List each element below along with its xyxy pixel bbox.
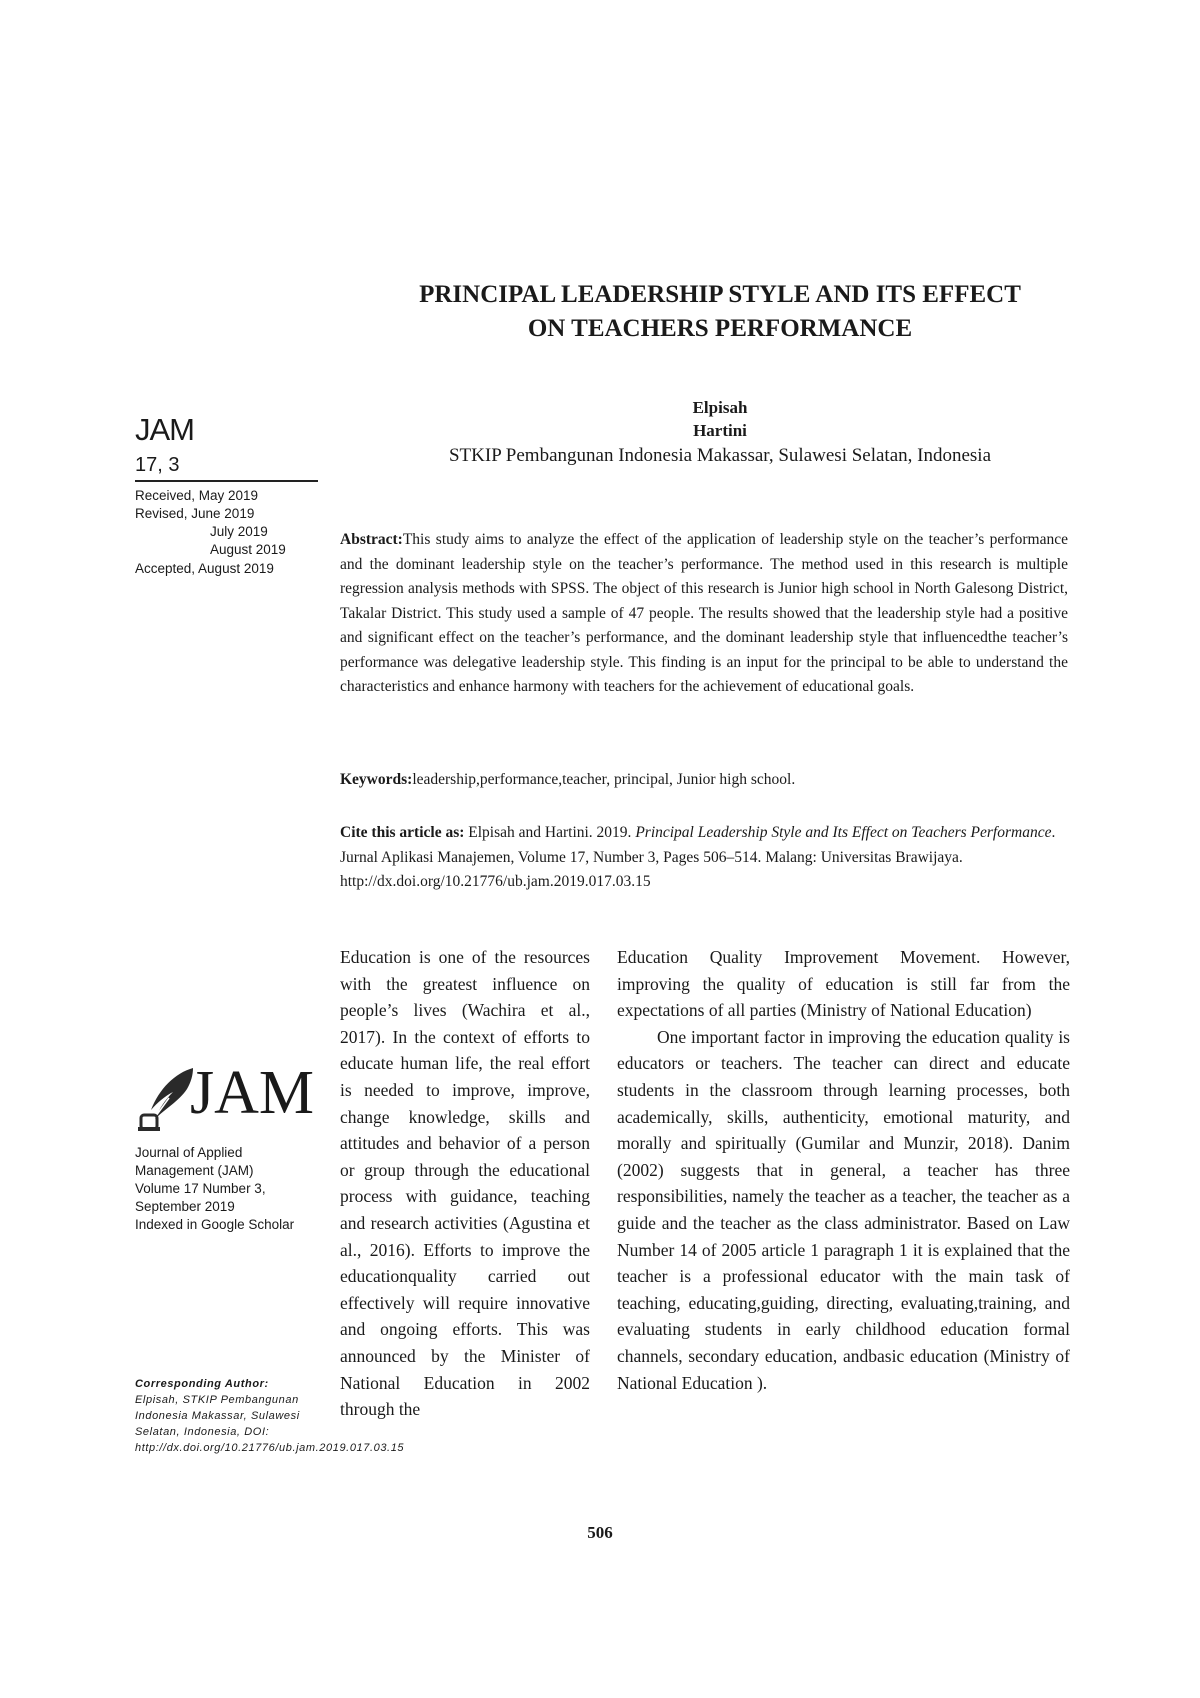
journal-logo-text: JAM (190, 1059, 315, 1127)
sidebar-divider (135, 480, 318, 482)
title-line-2: ON TEACHERS PERFORMANCE (527, 315, 913, 342)
journal-info-line-5: Indexed in Google Scholar (135, 1217, 295, 1232)
cite-authors: Elpisah and Hartini. 2019. (464, 824, 636, 841)
author-1: Elpisah (692, 398, 748, 417)
author-2: Hartini (693, 421, 747, 440)
keywords-text: leadership,performance,teacher, principal, Junior high school. (412, 771, 796, 788)
cite-title: Principal Leadership Style and Its Effect on Teachers Performance (635, 824, 1052, 841)
revised-date-2: July 2019 (210, 524, 268, 539)
issue-number: 17, 3 (135, 454, 180, 476)
revised-date: Revised, June 2019 (135, 506, 255, 521)
journal-info (135, 1144, 325, 1234)
journal-info-line-1: Journal of Applied (135, 1145, 243, 1160)
author-list (300, 396, 1140, 442)
title-line-1: PRINCIPAL LEADERSHIP STYLE AND ITS EFFECT (419, 281, 1021, 308)
body-paragraph-2: One important factor in improving the education quality is educators or teachers. The teacher can direct and educate students in the classroom through learning processes, both academically, skills, authenticity, emotional maturity, and morally and spiritually (Gumilar and Munzir, 2018). Danim (2002) suggests that in general, a teacher has three responsibilities, namely the teacher as a teacher, the teacher as a guide and the teacher as the class administrator. Based on Law Number 14 of 2005 article 1 paragraph 1 it is explained that the teacher is a professional educator with the main task of teaching, educating,guiding, directing, evaluating,training, and evaluating students in early childhood education formal channels, secondary education, andbasic education (Ministry of National Education ). (617, 1026, 1070, 1393)
cite-rest: . Jurnal Aplikasi Manajemen, Volume 17, Number 3, Pages 506–514. Malang: Universitas Brawijaya. http://dx.doi.org/10.21776/ub.jam.2019.017.03.15 (340, 824, 1056, 890)
abstract-text: This study aims to analyze the effect of the application of leadership style on the teacher’s performance and the dominant leadership style on the teacher’s performance. The method used in this research is multiple regression analysis methods with SPSS. The object of this research is Junior high school in North Galesong District, Takalar District. This study used a sample of 47 people. The results showed that the leadership style had a positive and significant effect on the teacher’s performance, and the dominant leadership style that influencedthe teacher’s performance was delegative leadership style. This finding is an input for the principal to be able to understand the characteristics and enhance harmony with teachers for the achievement of educational goals. (340, 531, 1068, 695)
body-column-2 (617, 944, 1070, 1396)
corresponding-label: Corresponding Author: (135, 1378, 269, 1390)
abstract (340, 528, 1068, 700)
affiliation: STKIP Pembangunan Indonesia Makassar, Sulawesi Selatan, Indonesia (448, 445, 992, 466)
corresponding-author (135, 1376, 405, 1456)
revised-date-3: August 2019 (210, 542, 286, 557)
keywords (340, 771, 1068, 789)
paper-title (300, 278, 1140, 346)
accepted-date: Accepted, August 2019 (135, 561, 274, 576)
abstract-label: Abstract: (340, 531, 403, 548)
journal-info-line-4: September 2019 (135, 1199, 235, 1214)
corresponding-text: Elpisah, STKIP Pembangunan Indonesia Makassar, Sulawesi Selatan, Indonesia, DOI: http://dx.doi.org/10.21776/ub.jam.2019.017.03.15 (135, 1394, 405, 1454)
journal-info-line-2: Management (JAM) (135, 1163, 254, 1178)
keywords-label: Keywords: (340, 771, 413, 788)
body-paragraph-1: Education Quality Improvement Movement. However, improving the quality of education is still far from the expectations of all parties (Ministry of National Education) (617, 947, 1070, 1021)
citation (340, 821, 1068, 895)
journal-info-line-3: Volume 17 Number 3, (135, 1181, 266, 1196)
body-column-1: Education is one of the resources with the greatest influence on people’s lives (Wachira et al., 2017). In the context of efforts to educate human life, the real effort is needed to improve, improve, change knowledge, skills and attitudes and behavior of a person or group through the educational process with guidance, teaching and research activities (Agustina et al., 2016). Efforts to improve the educationquality carried out effectively will require innovative and ongoing efforts. This was announced by the Minister of National Education in 2002 through the (340, 947, 590, 1420)
journal-abbr: JAM (135, 412, 194, 447)
page-number: 506 (587, 1523, 613, 1542)
received-date: Received, May 2019 (135, 488, 259, 503)
cite-label: Cite this article as: (340, 824, 465, 841)
